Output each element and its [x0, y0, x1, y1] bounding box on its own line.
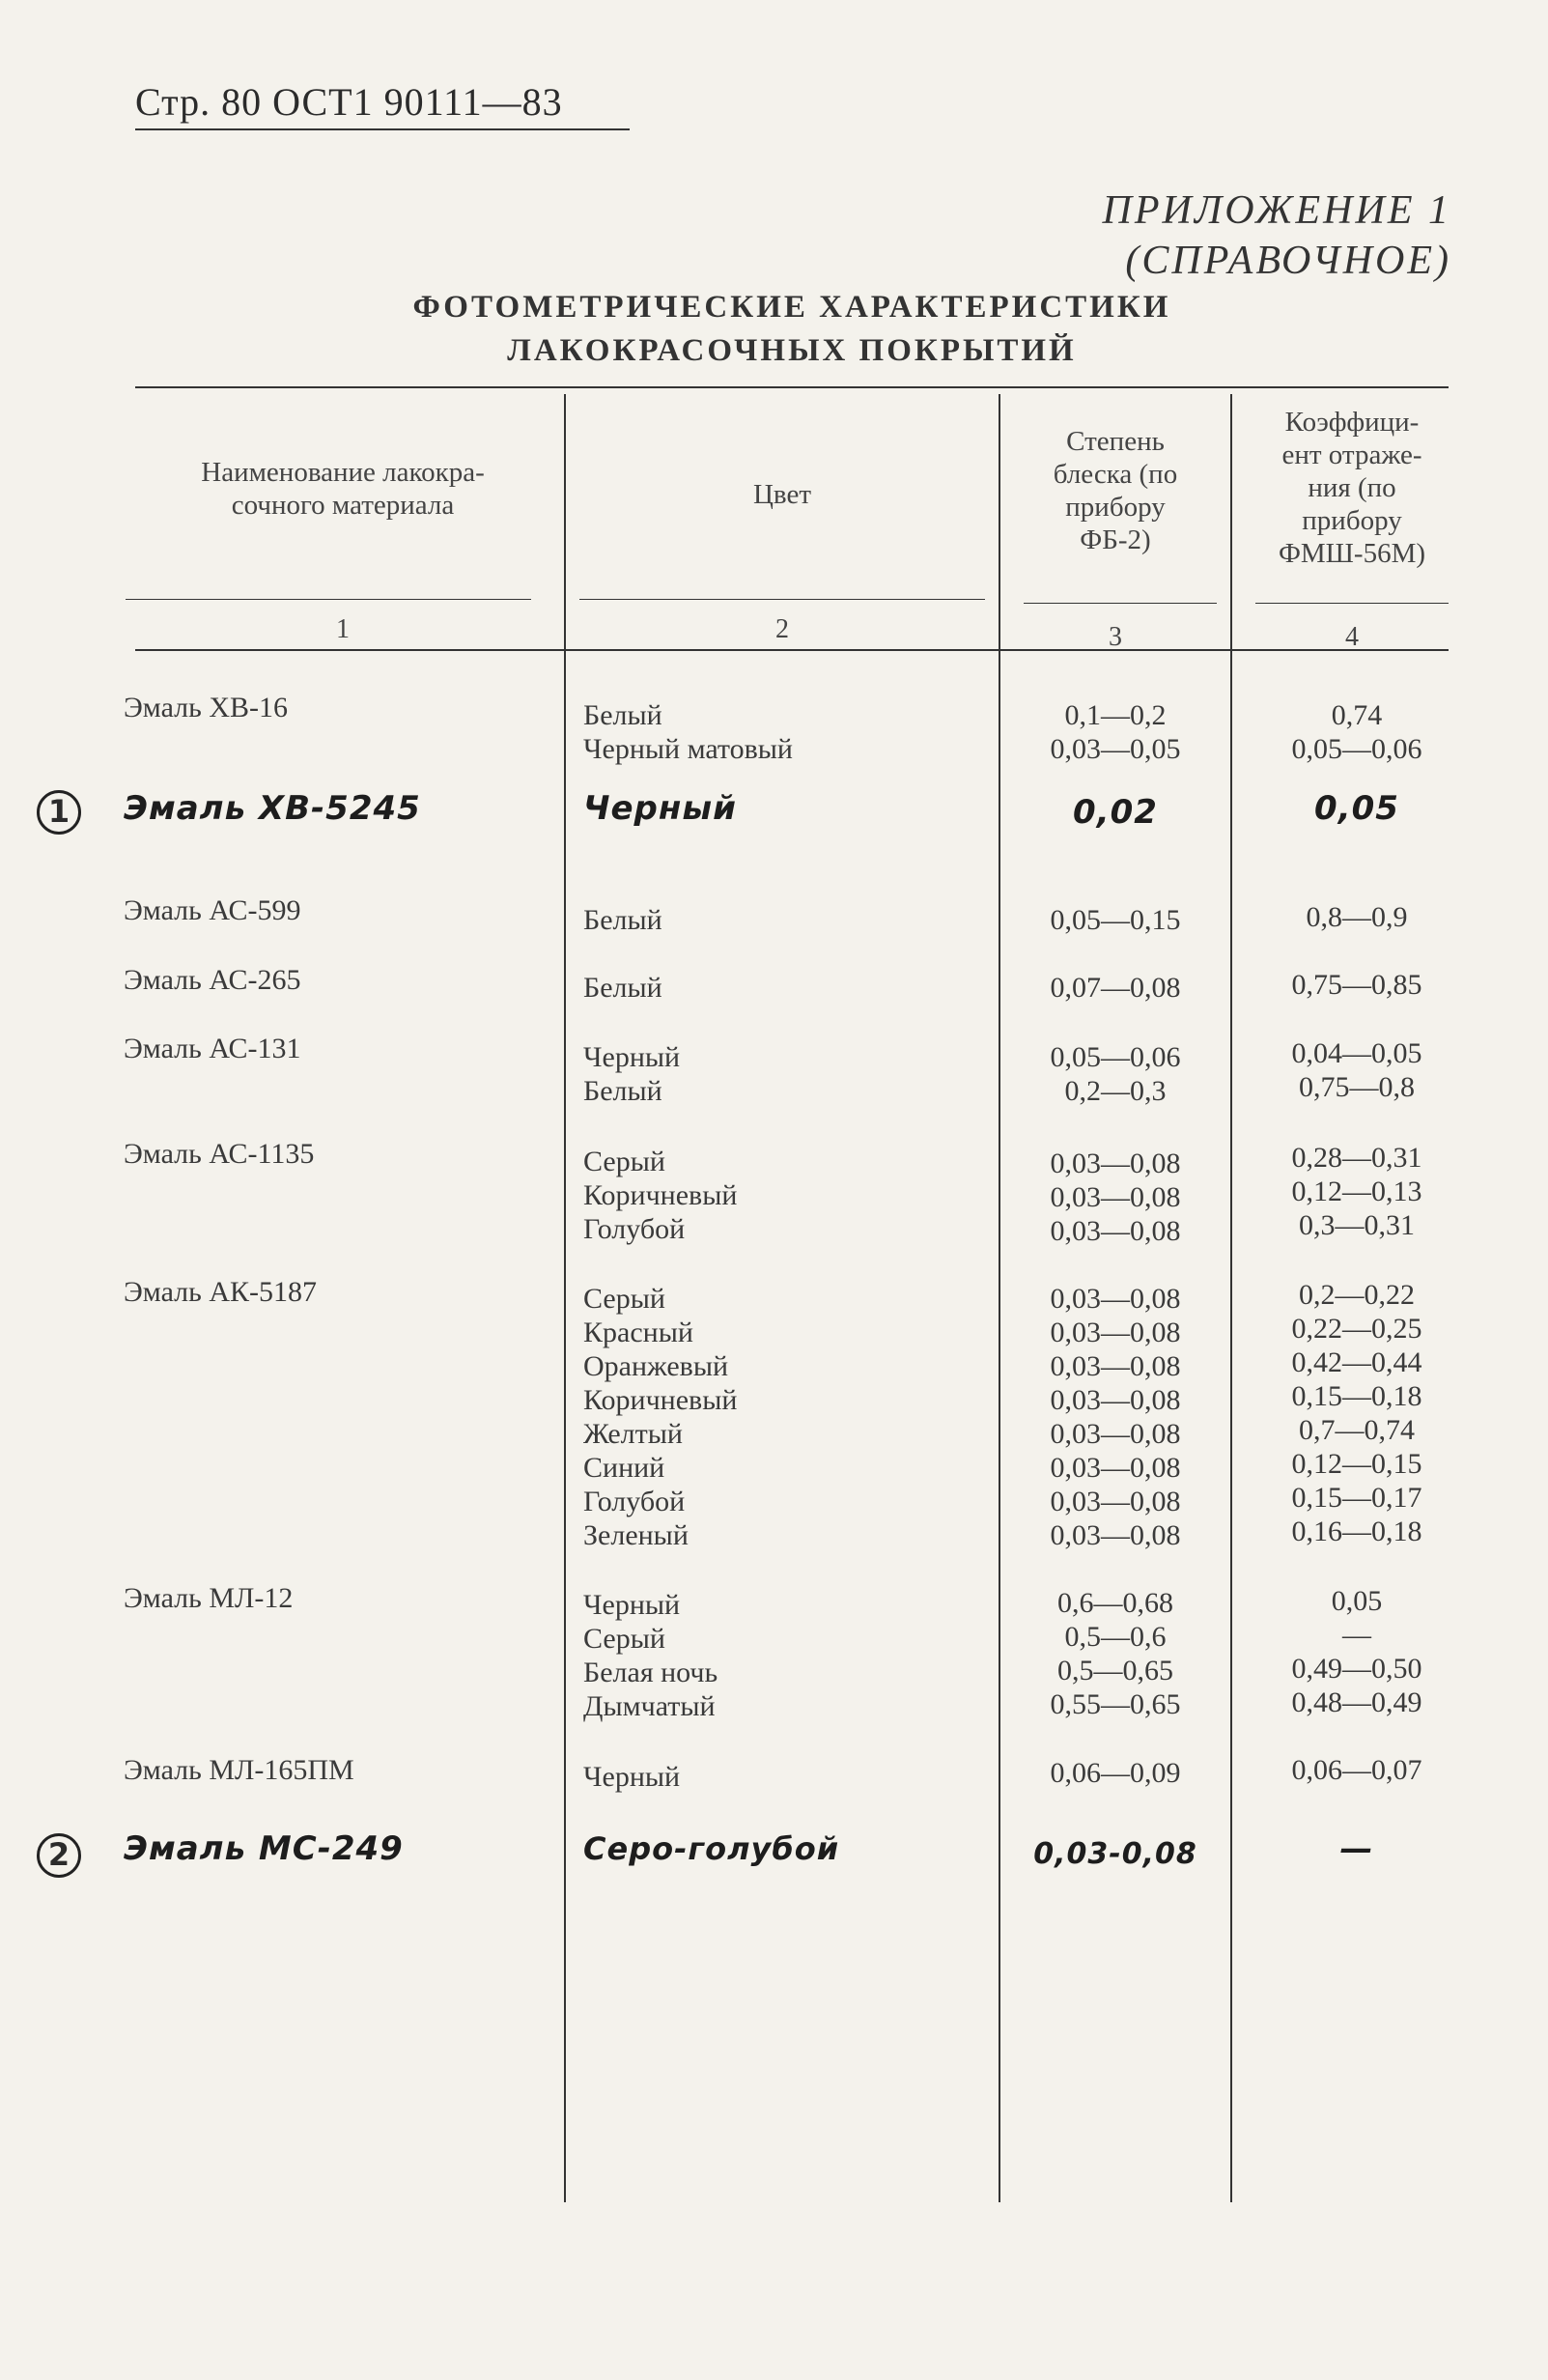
row-reflection: 0,28—0,31 0,12—0,13 0,3—0,31	[1291, 1142, 1422, 1241]
row-colors: Черный Серый Белая ночь Дымчатый	[583, 1589, 718, 1722]
row-reflection: 0,2—0,22 0,22—0,25 0,42—0,44 0,15—0,18 0,7—0,74 0,12—0,15 0,15—0,17 0,16—0,18	[1291, 1279, 1422, 1547]
column-number-4: 4	[1345, 622, 1359, 652]
row-colors: Белый Черный матовый	[583, 699, 793, 765]
header-gloss	[1004, 425, 1226, 556]
row-gloss: 0,1—0,2 0,03—0,05	[1050, 699, 1181, 765]
row-material-name: Эмаль АС-599	[124, 894, 301, 926]
row-material-name: Эмаль АС-131	[124, 1033, 301, 1064]
row-gloss: 0,03-0,08	[1033, 1837, 1197, 1871]
row-gloss: 0,6—0,68 0,5—0,6 0,5—0,65 0,55—0,65	[1050, 1587, 1181, 1720]
row-colors: Черный Белый	[583, 1041, 681, 1107]
row-gloss: 0,02	[1073, 793, 1158, 832]
row-colors: Серый Красный Оранжевый Коричневый Желтый Синий Голубой Зеленый	[583, 1283, 738, 1551]
column-number-3: 3	[1109, 622, 1122, 652]
page-reference: Стр. 80 ОСТ1 90111—83	[135, 80, 563, 124]
header-color	[570, 478, 995, 511]
row-reflection: 0,74 0,05—0,06	[1291, 699, 1422, 765]
appendix-line-2: (СПРАВОЧНОЕ)	[1125, 239, 1451, 283]
row-colors: Белый	[583, 904, 662, 936]
row-reflection: 0,75—0,85	[1291, 969, 1422, 1001]
row-material-name: Эмаль МЛ-12	[124, 1582, 294, 1614]
header-reflection-text: Коэффици- ент отраже- ния (по прибору ФМШ-56М)	[1278, 407, 1426, 569]
col3-subrule	[1024, 603, 1217, 604]
header-material-text: Наименование лакокра- сочного материала	[201, 457, 485, 521]
row-reflection: 0,06—0,07	[1291, 1754, 1422, 1786]
row-material-name: Эмаль МЛ-165ПМ	[124, 1754, 354, 1786]
row-reflection: 0,05 — 0,49—0,50 0,48—0,49	[1291, 1585, 1422, 1718]
col-divider-1	[564, 394, 566, 2202]
row-gloss: 0,03—0,08 0,03—0,08 0,03—0,08	[1050, 1148, 1181, 1247]
row-gloss: 0,06—0,09	[1050, 1757, 1181, 1789]
row-colors: Черный	[583, 789, 737, 828]
column-number-1: 1	[336, 614, 350, 644]
row-colors: Черный	[583, 1761, 681, 1793]
row-colors: Серый Коричневый Голубой	[583, 1146, 738, 1245]
col2-subrule	[579, 599, 985, 600]
row-gloss: 0,07—0,08	[1050, 972, 1181, 1004]
row-material-name: Эмаль АС-1135	[124, 1138, 315, 1170]
col1-subrule	[126, 599, 531, 600]
col4-subrule	[1255, 603, 1449, 604]
row-material-name: Эмаль МС-249	[124, 1829, 404, 1868]
row-reflection: —	[1339, 1829, 1374, 1868]
row-reflection: 0,05	[1314, 789, 1399, 828]
row-reflection: 0,04—0,05 0,75—0,8	[1291, 1037, 1422, 1103]
row-material-name: Эмаль АК-5187	[124, 1276, 317, 1308]
document-title-line-1: ФОТОМЕТРИЧЕСКИЕ ХАРАКТЕРИСТИКИ	[412, 290, 1171, 325]
header-color-text: Цвет	[752, 479, 811, 510]
row-colors: Серо-голубой	[583, 1830, 840, 1867]
appendix-label	[1103, 185, 1451, 286]
row-colors: Белый	[583, 972, 662, 1004]
margin-circled-mark: 2	[37, 1833, 81, 1878]
header-material	[135, 456, 550, 522]
column-number-2: 2	[775, 614, 789, 644]
document-title-line-2: ЛАКОКРАСОЧНЫХ ПОКРЫТИЙ	[507, 333, 1077, 368]
margin-circled-mark: 1	[37, 790, 81, 835]
row-material-name: Эмаль ХВ-5245	[124, 789, 421, 828]
row-gloss: 0,03—0,08 0,03—0,08 0,03—0,08 0,03—0,08 0,03—0,08 0,03—0,08 0,03—0,08 0,03—0,08	[1050, 1283, 1181, 1551]
table-top-rule	[135, 386, 1449, 388]
row-reflection: 0,8—0,9	[1306, 901, 1408, 933]
row-gloss: 0,05—0,15	[1050, 904, 1181, 936]
header-gloss-text: Степень блеска (по прибору ФБ-2)	[1053, 426, 1178, 555]
appendix-line-1: ПРИЛОЖЕНИЕ 1	[1102, 188, 1451, 233]
row-gloss: 0,05—0,06 0,2—0,3	[1050, 1041, 1181, 1107]
row-material-name: Эмаль АС-265	[124, 964, 301, 996]
row-material-name: Эмаль ХВ-16	[124, 692, 288, 723]
header-reflection	[1236, 406, 1468, 570]
page-header	[135, 79, 630, 130]
